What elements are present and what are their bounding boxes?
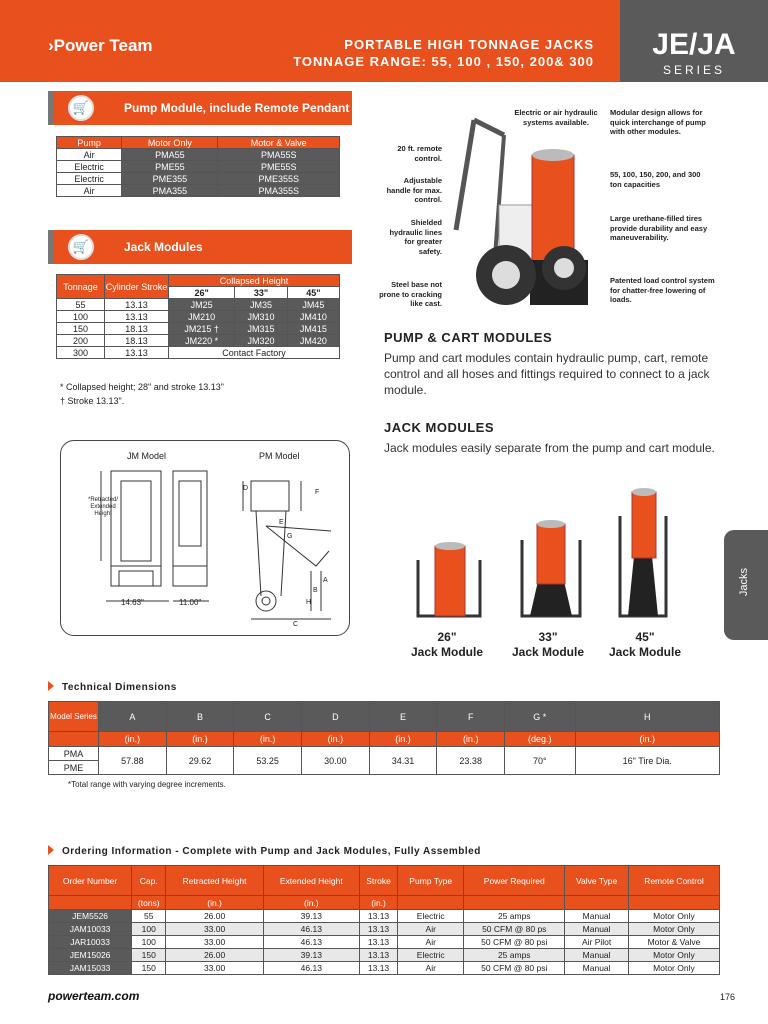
table-row <box>57 185 340 197</box>
model-cell: PME <box>49 761 99 775</box>
table-cell: 50 CFM @ 80 psi <box>464 962 565 975</box>
units-cell: (in.) <box>166 896 263 910</box>
table-cell: 33.00 <box>166 936 263 949</box>
col-header: H <box>575 702 719 732</box>
table-cell: 55 <box>57 299 105 311</box>
table-cell: PME355 <box>122 173 218 185</box>
table-cell: Manual <box>565 923 629 936</box>
jack-module-45 <box>600 630 690 660</box>
col-header: Extended Height <box>263 866 359 896</box>
table-cell: 13.13 <box>105 311 169 323</box>
table-cell: 150 <box>132 962 166 975</box>
table-cell: JM215 † <box>169 323 235 335</box>
table-cell: 13.13 <box>359 936 397 949</box>
dim-11-00: 11.00" <box>179 598 202 607</box>
table-cell: Air <box>57 185 122 197</box>
pump-module-banner <box>48 91 352 125</box>
table-cell: Motor Only <box>628 962 719 975</box>
table-cell: 34.31 <box>369 747 437 775</box>
table-cell: 13.13 <box>105 347 169 359</box>
col-header: Tonnage <box>57 275 105 299</box>
jm-model-label: JM Model <box>127 451 167 461</box>
table-row <box>57 149 340 161</box>
units-cell <box>398 896 464 910</box>
table-cell: Electric <box>57 161 122 173</box>
table-cell: Motor Only <box>628 923 719 936</box>
table-cell: 70° <box>505 747 576 775</box>
units-cell: (in.) <box>234 732 302 747</box>
table-cell: 13.13 <box>359 962 397 975</box>
jack-size-label: 26" <box>437 630 457 644</box>
col-header: Valve Type <box>565 866 629 896</box>
table-cell: JM320 <box>235 335 287 347</box>
table-cell: 300 <box>57 347 105 359</box>
table-row <box>57 335 340 347</box>
table-row <box>49 949 720 962</box>
table-cell: 18.13 <box>105 335 169 347</box>
callout-handle: Adjustable handle for max. control. <box>386 176 442 204</box>
col-header: F <box>437 702 505 732</box>
table-cell: 25 amps <box>464 910 565 923</box>
bullet-arrow-icon <box>48 681 54 691</box>
jack-modules-title: Jack Modules <box>124 240 203 254</box>
table-cell: Air <box>398 936 464 949</box>
dim-letter-g: G <box>287 533 293 540</box>
units-cell <box>628 896 719 910</box>
order-number: JAM10033 <box>49 923 132 936</box>
order-number: JAR10033 <box>49 936 132 949</box>
table-cell: 13.13 <box>359 949 397 962</box>
table-cell: 23.38 <box>437 747 505 775</box>
callout-systems: Electric or air hydraulic systems available. <box>514 108 598 127</box>
table-cell: 26.00 <box>166 949 263 962</box>
series-badge <box>620 0 768 82</box>
units-cell <box>464 896 565 910</box>
table-row <box>49 962 720 975</box>
cart-icon: 🛒 <box>68 234 94 260</box>
table-cell: 53.25 <box>234 747 302 775</box>
table-cell: 25 amps <box>464 949 565 962</box>
jack-size-label: 45" <box>635 630 655 644</box>
units-cell <box>49 732 99 747</box>
table-cell: Manual <box>565 910 629 923</box>
col-header: E <box>369 702 437 732</box>
table-cell: 100 <box>132 923 166 936</box>
jack-modules-table <box>56 274 340 359</box>
jack-size-label: 33" <box>538 630 558 644</box>
table-cell: JM420 <box>287 335 339 347</box>
units-cell: (tons) <box>132 896 166 910</box>
table-cell: 100 <box>57 311 105 323</box>
col-header: Order Number <box>49 866 132 896</box>
jack-note-2: † Stroke 13.13". <box>60 396 125 406</box>
table-cell: PMA55 <box>122 149 218 161</box>
pump-cart-text: Pump and cart modules contain hydraulic pump, cart, remote control and all hoses and fittings required to connect to a jack module. <box>384 351 710 397</box>
tech-dims-table <box>48 701 720 775</box>
order-number: JAM15033 <box>49 962 132 975</box>
pump-module-title: Pump Module, include Remote Pendant <box>124 101 350 115</box>
table-cell: PME55 <box>122 161 218 173</box>
jack-note-1: * Collapsed height; 28" and stroke 13.13" <box>60 382 224 392</box>
table-row <box>57 161 340 173</box>
dim-letter-b: B <box>313 587 318 594</box>
table-cell: Electric <box>398 910 464 923</box>
dim-letter-c: C <box>293 621 299 628</box>
table-cell: JM35 <box>235 299 287 311</box>
units-cell: (in.) <box>575 732 719 747</box>
col-header: B <box>166 702 234 732</box>
jack-modules-text: Jack modules easily separate from the pump and cart module. <box>384 441 715 455</box>
table-cell: JM45 <box>287 299 339 311</box>
units-cell: (in.) <box>263 896 359 910</box>
dim-letter-d: D <box>243 485 249 492</box>
banner-tab <box>48 91 54 125</box>
table-row <box>57 347 340 359</box>
units-cell <box>49 896 132 910</box>
table-row <box>57 311 340 323</box>
units-cell <box>565 896 629 910</box>
jack-module-label: Jack Module <box>511 645 585 659</box>
col-header: D <box>302 702 370 732</box>
table-row <box>49 910 720 923</box>
table-row <box>57 299 340 311</box>
table-cell: PMA55S <box>218 149 340 161</box>
col-header: 26" <box>169 287 235 299</box>
table-cell: 50 CFM @ 80 psi <box>464 936 565 949</box>
table-cell: 13.13 <box>359 910 397 923</box>
callout-load-control: Patented load control system for chatter-free lowering of loads. <box>610 276 715 304</box>
ordering-heading <box>48 845 481 857</box>
banner-tab <box>48 230 54 264</box>
table-cell: Air Pilot <box>565 936 629 949</box>
table-cell: 13.13 <box>359 923 397 936</box>
col-header: Stroke <box>359 866 397 896</box>
col-header: A <box>99 702 167 732</box>
table-row <box>49 923 720 936</box>
jacks-side-tab[interactable] <box>724 530 768 640</box>
table-cell: 150 <box>57 323 105 335</box>
table-cell: Manual <box>565 962 629 975</box>
table-cell: 39.13 <box>263 910 359 923</box>
dim-letter-a: A <box>323 577 328 584</box>
table-cell: 50 CFM @ 80 ps <box>464 923 565 936</box>
jack-modules-heading: JACK MODULES <box>384 420 495 435</box>
table-cell: 33.00 <box>166 923 263 936</box>
table-cell: PME355S <box>218 173 340 185</box>
series-code: JE/JA <box>652 28 736 61</box>
callout-capacities: 55, 100, 150, 200, and 300 ton capacities <box>610 170 701 189</box>
table-cell: Air <box>398 923 464 936</box>
table-cell: JM210 <box>169 311 235 323</box>
dimension-drawing <box>60 440 350 636</box>
units-cell: (in.) <box>166 732 234 747</box>
col-header: Remote Control <box>628 866 719 896</box>
table-cell: Electric <box>398 949 464 962</box>
table-cell: JM25 <box>169 299 235 311</box>
jack-module-label: Jack Module <box>410 645 484 659</box>
col-header: 33" <box>235 287 287 299</box>
col-header: Collapsed Height <box>169 275 340 287</box>
table-cell: JM220 * <box>169 335 235 347</box>
dim-letter-h: H <box>306 599 312 606</box>
table-cell: 33.00 <box>166 962 263 975</box>
col-header: Cap. <box>132 866 166 896</box>
callout-steel-base: Steel base not prone to cracking like cast. <box>379 280 442 308</box>
ordering-table <box>48 865 720 975</box>
col-header: Pump <box>57 137 122 149</box>
table-cell: 29.62 <box>166 747 234 775</box>
table-cell: 46.13 <box>263 962 359 975</box>
pump-cart-heading: PUMP & CART MODULES <box>384 330 553 345</box>
col-header: Motor & Valve <box>218 137 340 149</box>
table-cell: 16" Tire Dia. <box>575 747 719 775</box>
jack-module-label: Jack Module <box>608 645 682 659</box>
table-cell: 46.13 <box>263 923 359 936</box>
retracted-label: *Retracted/ Extended Height <box>87 497 118 517</box>
cart-icon: 🛒 <box>68 95 94 121</box>
table-cell: PME55S <box>218 161 340 173</box>
col-header: 45" <box>287 287 339 299</box>
col-header: Cylinder Stroke <box>105 275 169 299</box>
header-subtitle: TONNAGE RANGE: 55, 100 , 150, 200& 300 <box>293 54 594 69</box>
callout-remote: 20 ft. remote control. <box>397 144 442 163</box>
units-cell: (deg.) <box>505 732 576 747</box>
ordering-title: Ordering Information - Complete with Pump and Jack Modules, Fully Assembled <box>62 846 481 857</box>
table-cell: JM315 <box>235 323 287 335</box>
table-cell: 30.00 <box>302 747 370 775</box>
table-cell: 55 <box>132 910 166 923</box>
col-header: G * <box>505 702 576 732</box>
header-title: PORTABLE HIGH TONNAGE JACKS <box>344 37 594 52</box>
table-cell: Manual <box>565 949 629 962</box>
table-cell: Air <box>398 962 464 975</box>
callout-modular: Modular design allows for quick interchange of pump with other modules. <box>610 108 706 136</box>
dim-letter-e: E <box>279 519 284 526</box>
col-header: Pump Type <box>398 866 464 896</box>
table-cell: 100 <box>132 936 166 949</box>
table-cell: PMA355S <box>218 185 340 197</box>
units-cell: (in.) <box>369 732 437 747</box>
order-number: JEM5526 <box>49 910 132 923</box>
table-row <box>49 747 720 761</box>
units-cell: (in.) <box>302 732 370 747</box>
jack-module-33 <box>503 630 593 660</box>
table-cell: Motor Only <box>628 910 719 923</box>
callout-tires: Large urethane-filled tires provide durability and easy maneuverability. <box>610 214 708 242</box>
tech-dims-title: Technical Dimensions <box>62 682 177 693</box>
table-cell: 46.13 <box>263 936 359 949</box>
table-row <box>57 323 340 335</box>
col-header: C <box>234 702 302 732</box>
table-cell: 13.13 <box>105 299 169 311</box>
table-cell: 18.13 <box>105 323 169 335</box>
header-bar <box>0 0 620 82</box>
table-cell: Motor & Valve <box>628 936 719 949</box>
footer-url[interactable]: powerteam.com <box>48 989 140 1003</box>
table-cell: Motor Only <box>628 949 719 962</box>
pump-cart-illustration <box>444 110 614 320</box>
units-cell: (in.) <box>99 732 167 747</box>
jack-modules-illustration <box>410 486 730 626</box>
order-number: JEM15026 <box>49 949 132 962</box>
col-header: Power Required <box>464 866 565 896</box>
dim-14-63: 14.63" <box>121 598 144 607</box>
table-cell: PMA355 <box>122 185 218 197</box>
callout-shielded: Shielded hydraulic lines for greater safety. <box>389 218 442 256</box>
table-cell: 150 <box>132 949 166 962</box>
table-row <box>49 936 720 949</box>
col-header: Motor Only <box>122 137 218 149</box>
jack-modules-banner <box>48 230 352 264</box>
pump-module-table <box>56 136 340 197</box>
col-header: Model Series <box>49 702 99 732</box>
table-cell: 200 <box>57 335 105 347</box>
table-cell: JM415 <box>287 323 339 335</box>
tech-dims-note: *Total range with varying degree increments. <box>68 780 226 789</box>
brand-logo[interactable]: ›Power Team <box>48 36 153 55</box>
table-cell: 57.88 <box>99 747 167 775</box>
col-header: Retracted Height <box>166 866 263 896</box>
line-drawing <box>61 441 351 637</box>
pm-model-label: PM Model <box>259 451 300 461</box>
units-cell: (in.) <box>359 896 397 910</box>
table-row <box>57 173 340 185</box>
tech-dims-heading <box>48 681 177 693</box>
model-cell: PMA <box>49 747 99 761</box>
dim-letter-f: F <box>315 489 320 496</box>
table-cell: 26.00 <box>166 910 263 923</box>
jacks-tab-label: Jacks <box>738 568 750 597</box>
table-cell: Contact Factory <box>169 347 340 359</box>
page-number: 176 <box>720 992 736 1002</box>
series-word: SERIES <box>662 63 725 77</box>
table-cell: Electric <box>57 173 122 185</box>
table-cell: JM310 <box>235 311 287 323</box>
table-cell: 39.13 <box>263 949 359 962</box>
units-cell: (in.) <box>437 732 505 747</box>
table-cell: JM410 <box>287 311 339 323</box>
table-cell: Air <box>57 149 122 161</box>
jack-module-26 <box>402 630 492 660</box>
bullet-arrow-icon <box>48 845 54 855</box>
